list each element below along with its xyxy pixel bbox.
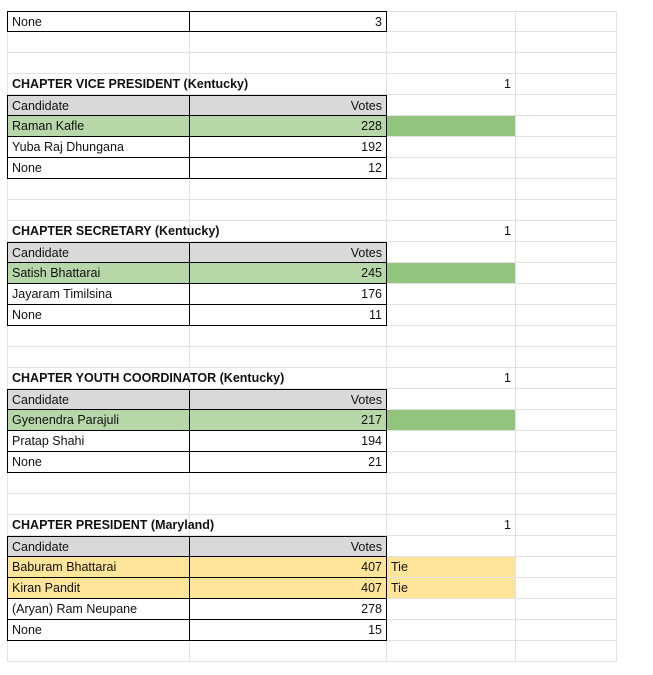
cell-empty[interactable] bbox=[516, 641, 617, 662]
cell-candidate[interactable]: Gyenendra Parajuli bbox=[7, 410, 190, 431]
cell-candidate[interactable]: None bbox=[7, 158, 190, 179]
cell-empty[interactable] bbox=[516, 536, 617, 557]
cell-empty[interactable] bbox=[190, 494, 387, 515]
cell-empty[interactable] bbox=[7, 32, 190, 53]
section-title[interactable]: CHAPTER YOUTH COORDINATOR (Kentucky) bbox=[7, 368, 190, 389]
cell-empty[interactable] bbox=[387, 95, 516, 116]
cell-votes[interactable]: 194 bbox=[190, 431, 387, 452]
cell-empty[interactable] bbox=[190, 74, 387, 95]
cell-empty[interactable] bbox=[387, 431, 516, 452]
cell-empty[interactable] bbox=[7, 347, 190, 368]
cell-empty[interactable] bbox=[516, 221, 617, 242]
header-candidate[interactable]: Candidate bbox=[7, 95, 190, 116]
cell-empty[interactable] bbox=[387, 599, 516, 620]
cell-candidate[interactable]: Satish Bhattarai bbox=[7, 263, 190, 284]
cell-empty[interactable] bbox=[516, 410, 617, 431]
cell-votes[interactable]: 192 bbox=[190, 137, 387, 158]
cell-empty[interactable] bbox=[190, 221, 387, 242]
cell-empty[interactable] bbox=[190, 473, 387, 494]
cell-empty[interactable] bbox=[387, 326, 516, 347]
header-candidate[interactable]: Candidate bbox=[7, 389, 190, 410]
winner-marker[interactable] bbox=[387, 263, 516, 284]
cell-empty[interactable] bbox=[516, 578, 617, 599]
cell-votes[interactable]: 407 bbox=[190, 578, 387, 599]
cell-votes[interactable]: 12 bbox=[190, 158, 387, 179]
cell-votes[interactable]: 407 bbox=[190, 557, 387, 578]
header-votes[interactable]: Votes bbox=[190, 389, 387, 410]
cell-empty[interactable] bbox=[7, 200, 190, 221]
cell-candidate[interactable]: None bbox=[7, 620, 190, 641]
cell-empty[interactable] bbox=[387, 347, 516, 368]
cell-empty[interactable] bbox=[516, 95, 617, 116]
cell-empty[interactable] bbox=[516, 368, 617, 389]
cell-candidate[interactable]: Jayaram Timilsina bbox=[7, 284, 190, 305]
winner-marker[interactable] bbox=[387, 116, 516, 137]
cell-empty[interactable] bbox=[516, 200, 617, 221]
cell-empty[interactable] bbox=[516, 179, 617, 200]
cell-votes[interactable]: 217 bbox=[190, 410, 387, 431]
cell-candidate[interactable]: None bbox=[7, 11, 190, 32]
header-candidate[interactable]: Candidate bbox=[7, 536, 190, 557]
cell-empty[interactable] bbox=[516, 11, 617, 32]
cell-votes[interactable]: 176 bbox=[190, 284, 387, 305]
cell-empty[interactable] bbox=[387, 389, 516, 410]
cell-empty[interactable] bbox=[190, 32, 387, 53]
cell-votes[interactable]: 278 bbox=[190, 599, 387, 620]
cell-empty[interactable] bbox=[190, 347, 387, 368]
cell-empty[interactable] bbox=[516, 263, 617, 284]
cell-empty[interactable] bbox=[516, 74, 617, 95]
cell-empty[interactable] bbox=[387, 284, 516, 305]
cell-empty[interactable] bbox=[7, 473, 190, 494]
cell-empty[interactable] bbox=[190, 200, 387, 221]
seats-count[interactable]: 1 bbox=[387, 221, 516, 242]
cell-votes[interactable]: 21 bbox=[190, 452, 387, 473]
cell-empty[interactable] bbox=[190, 326, 387, 347]
cell-candidate[interactable]: Pratap Shahi bbox=[7, 431, 190, 452]
cell-empty[interactable] bbox=[387, 473, 516, 494]
cell-empty[interactable] bbox=[190, 641, 387, 662]
cell-empty[interactable] bbox=[516, 494, 617, 515]
cell-empty[interactable] bbox=[516, 32, 617, 53]
cell-votes[interactable]: 228 bbox=[190, 116, 387, 137]
cell-votes[interactable]: 3 bbox=[190, 11, 387, 32]
cell-empty[interactable] bbox=[190, 179, 387, 200]
cell-empty[interactable] bbox=[387, 158, 516, 179]
cell-candidate[interactable]: (Aryan) Ram Neupane bbox=[7, 599, 190, 620]
cell-empty[interactable] bbox=[516, 284, 617, 305]
cell-empty[interactable] bbox=[387, 305, 516, 326]
cell-empty[interactable] bbox=[516, 158, 617, 179]
cell-empty[interactable] bbox=[387, 242, 516, 263]
cell-empty[interactable] bbox=[190, 515, 387, 536]
cell-empty[interactable] bbox=[387, 11, 516, 32]
tie-note[interactable]: Tie bbox=[387, 578, 516, 599]
cell-empty[interactable] bbox=[190, 368, 387, 389]
header-candidate[interactable]: Candidate bbox=[7, 242, 190, 263]
cell-empty[interactable] bbox=[516, 620, 617, 641]
cell-candidate[interactable]: Kiran Pandit bbox=[7, 578, 190, 599]
cell-empty[interactable] bbox=[387, 53, 516, 74]
section-title[interactable]: CHAPTER PRESIDENT (Maryland) bbox=[7, 515, 190, 536]
cell-empty[interactable] bbox=[7, 326, 190, 347]
cell-empty[interactable] bbox=[516, 557, 617, 578]
cell-empty[interactable] bbox=[190, 53, 387, 74]
section-title[interactable]: CHAPTER SECRETARY (Kentucky) bbox=[7, 221, 190, 242]
cell-empty[interactable] bbox=[387, 137, 516, 158]
cell-empty[interactable] bbox=[7, 179, 190, 200]
cell-empty[interactable] bbox=[516, 431, 617, 452]
cell-empty[interactable] bbox=[516, 473, 617, 494]
cell-candidate[interactable]: None bbox=[7, 305, 190, 326]
cell-candidate[interactable]: Baburam Bhattarai bbox=[7, 557, 190, 578]
cell-empty[interactable] bbox=[387, 179, 516, 200]
cell-votes[interactable]: 11 bbox=[190, 305, 387, 326]
seats-count[interactable]: 1 bbox=[387, 515, 516, 536]
cell-empty[interactable] bbox=[387, 536, 516, 557]
cell-empty[interactable] bbox=[387, 620, 516, 641]
cell-candidate[interactable]: Raman Kafle bbox=[7, 116, 190, 137]
cell-empty[interactable] bbox=[516, 116, 617, 137]
cell-empty[interactable] bbox=[7, 641, 190, 662]
seats-count[interactable]: 1 bbox=[387, 368, 516, 389]
cell-empty[interactable] bbox=[516, 599, 617, 620]
cell-votes[interactable]: 245 bbox=[190, 263, 387, 284]
cell-candidate[interactable]: None bbox=[7, 452, 190, 473]
cell-empty[interactable] bbox=[516, 53, 617, 74]
header-votes[interactable]: Votes bbox=[190, 242, 387, 263]
cell-empty[interactable] bbox=[7, 53, 190, 74]
cell-empty[interactable] bbox=[387, 32, 516, 53]
section-title[interactable]: CHAPTER VICE PRESIDENT (Kentucky) bbox=[7, 74, 190, 95]
seats-count[interactable]: 1 bbox=[387, 74, 516, 95]
winner-marker[interactable] bbox=[387, 410, 516, 431]
cell-empty[interactable] bbox=[516, 389, 617, 410]
cell-empty[interactable] bbox=[7, 494, 190, 515]
cell-empty[interactable] bbox=[387, 452, 516, 473]
tie-note[interactable]: Tie bbox=[387, 557, 516, 578]
cell-votes[interactable]: 15 bbox=[190, 620, 387, 641]
header-votes[interactable]: Votes bbox=[190, 536, 387, 557]
cell-candidate[interactable]: Yuba Raj Dhungana bbox=[7, 137, 190, 158]
cell-empty[interactable] bbox=[387, 200, 516, 221]
cell-empty[interactable] bbox=[516, 452, 617, 473]
cell-empty[interactable] bbox=[516, 305, 617, 326]
header-votes[interactable]: Votes bbox=[190, 95, 387, 116]
cell-empty[interactable] bbox=[516, 515, 617, 536]
cell-empty[interactable] bbox=[516, 347, 617, 368]
cell-empty[interactable] bbox=[516, 326, 617, 347]
cell-empty[interactable] bbox=[387, 494, 516, 515]
cell-empty[interactable] bbox=[387, 641, 516, 662]
cell-empty[interactable] bbox=[516, 242, 617, 263]
cell-empty[interactable] bbox=[516, 137, 617, 158]
